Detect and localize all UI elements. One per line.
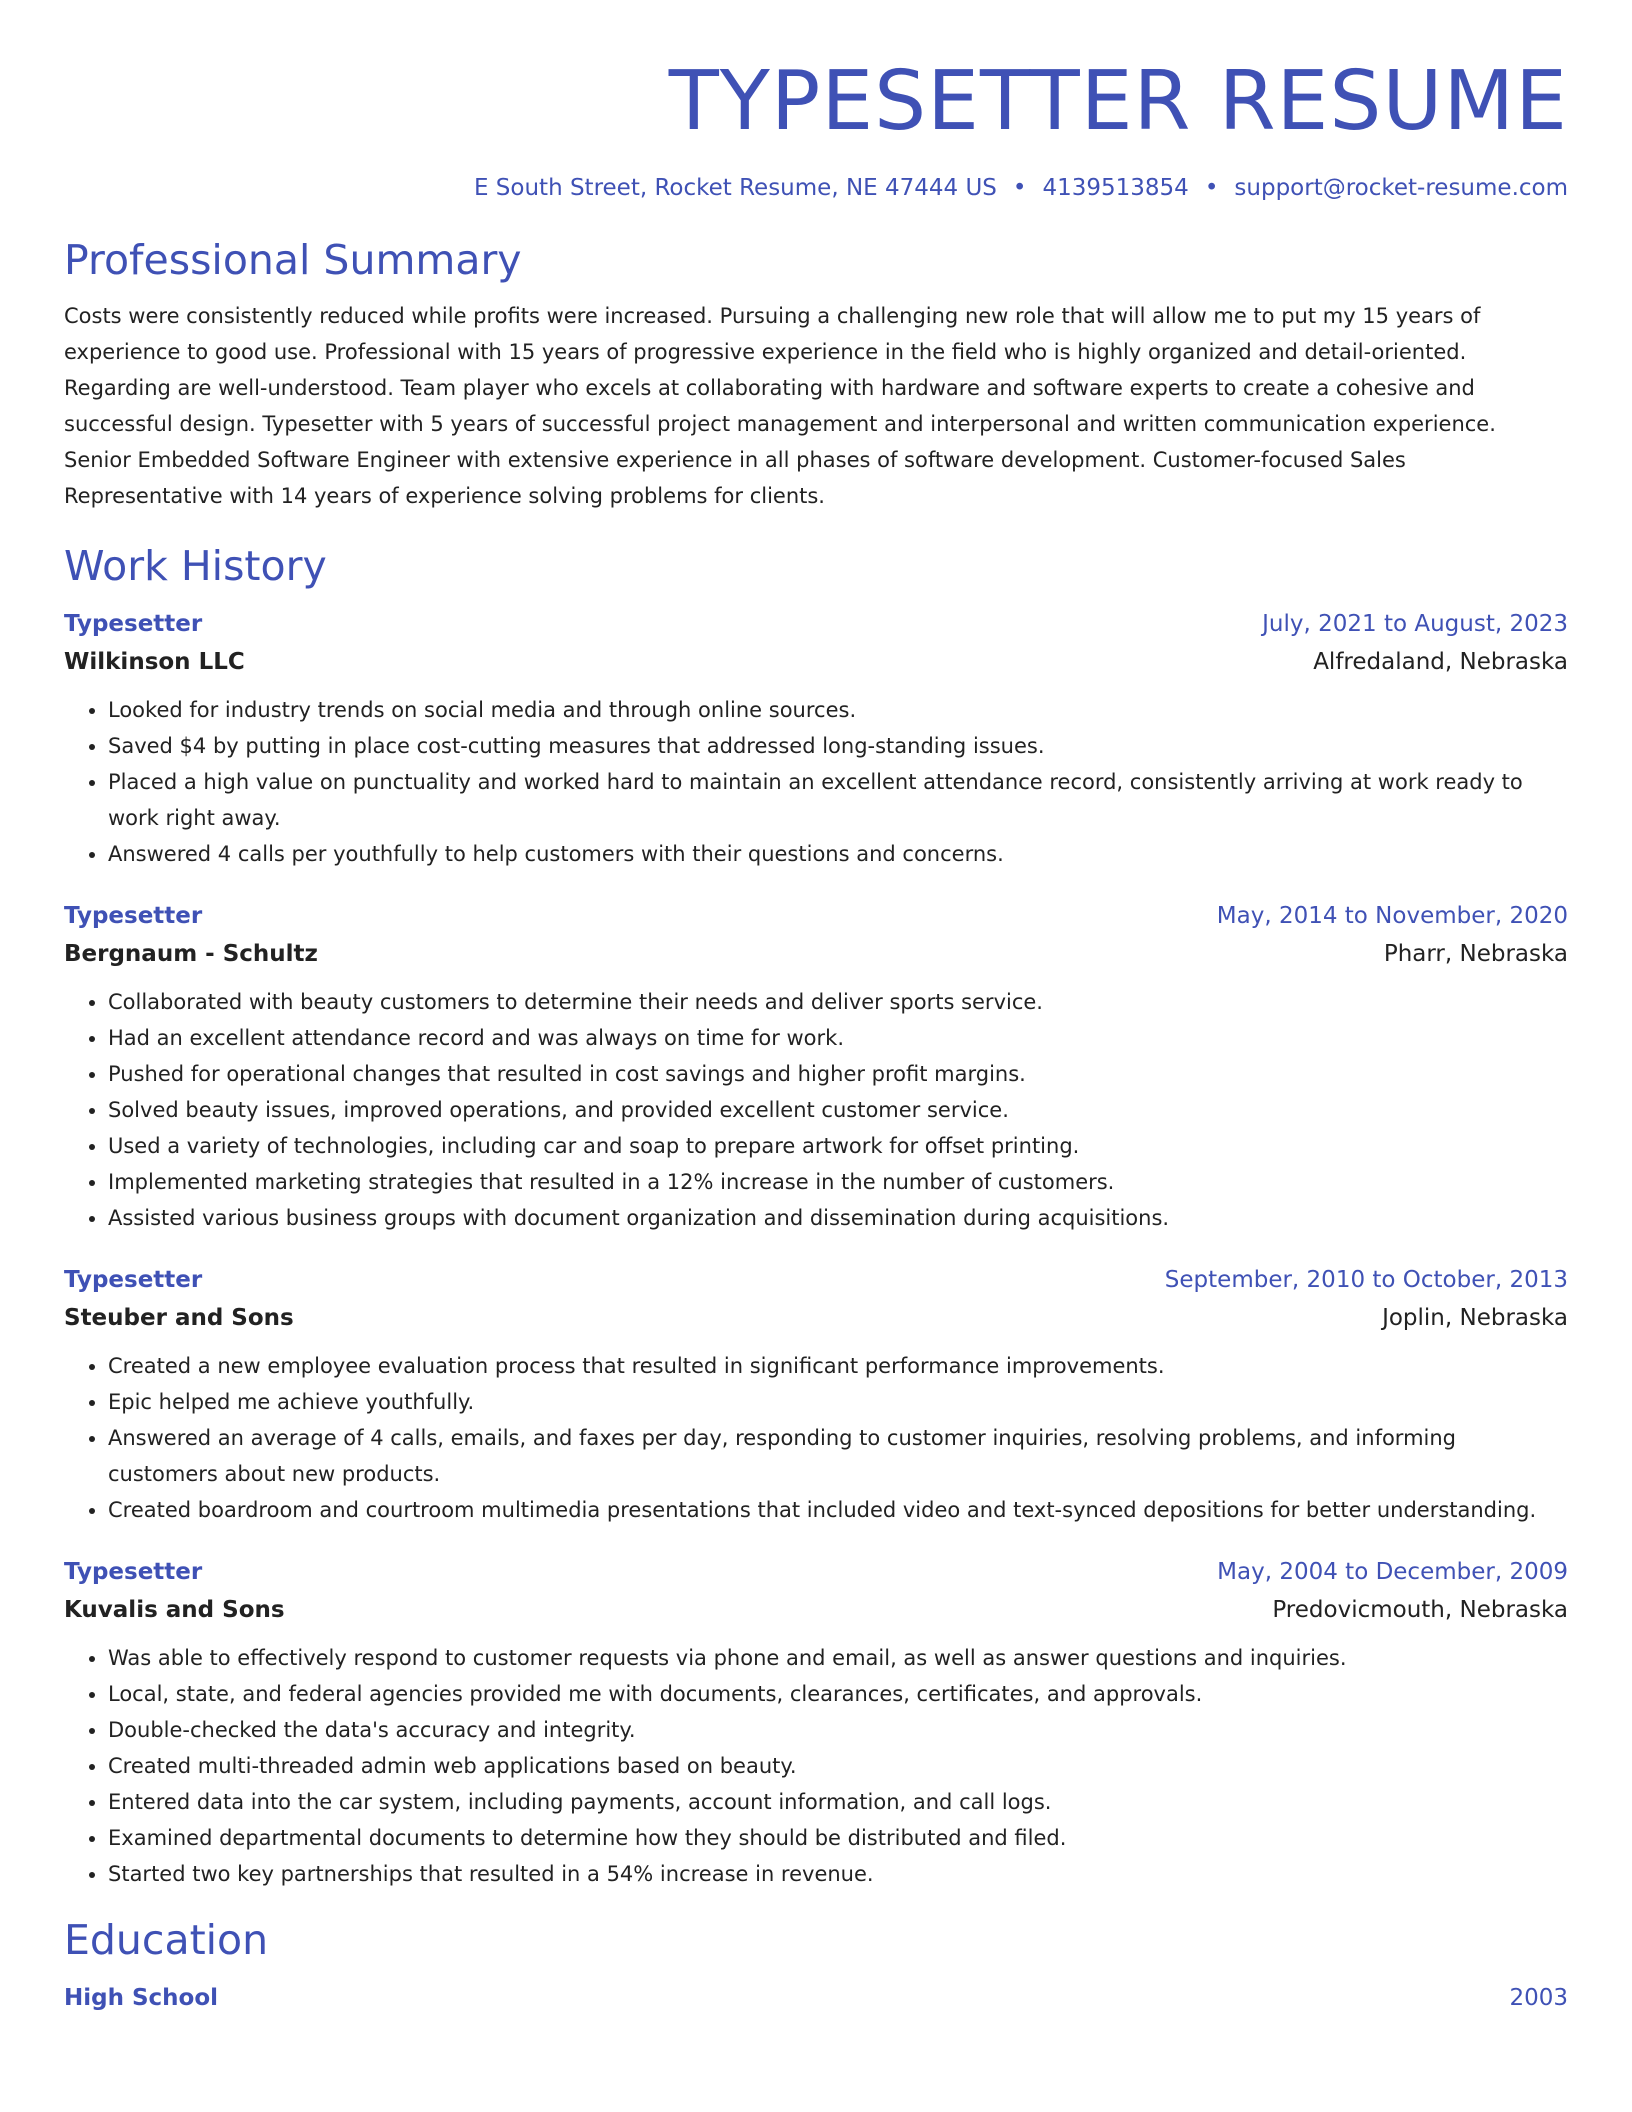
education-year: 2003 bbox=[1509, 1985, 1568, 2011]
job-dates: May, 2014 to November, 2020 bbox=[1216, 903, 1568, 929]
job-bullet: • Saved $4 by putting in place cost-cutting measures that addressed long-standing issues. bbox=[108, 728, 1568, 764]
contact-separator: • bbox=[1204, 175, 1219, 201]
job-bullets bbox=[64, 1640, 1568, 1892]
contact-address: E South Street, Rocket Resume, NE 47444 US bbox=[473, 175, 997, 201]
contact-separator: • bbox=[1012, 175, 1027, 201]
job-bullet: • Answered 4 calls per youthfully to help customers with their questions and concerns. bbox=[108, 836, 1568, 872]
job-title: Typesetter bbox=[64, 611, 203, 637]
job-entry bbox=[64, 606, 1568, 872]
resume-title: TYPESETTER RESUME bbox=[668, 54, 1568, 149]
job-bullet: • Placed a high value on punctuality and worked hard to maintain an excellent attendance record, consistently arriving at work ready to work right away. bbox=[108, 764, 1568, 836]
education-entry bbox=[64, 1980, 1568, 2016]
job-bullet: • Looked for industry trends on social media and through online sources. bbox=[108, 692, 1568, 728]
job-bullet: • Entered data into the car system, including payments, account information, and call logs. bbox=[108, 1784, 1568, 1820]
contact-line bbox=[64, 172, 1568, 204]
job-bullet: • Collaborated with beauty customers to determine their needs and deliver sports service. bbox=[108, 984, 1568, 1020]
job-dates: September, 2010 to October, 2013 bbox=[1164, 1267, 1568, 1293]
job-bullet: • Had an excellent attendance record and was always on time for work. bbox=[108, 1020, 1568, 1056]
job-bullets bbox=[64, 984, 1568, 1236]
job-location: Pharr, Nebraska bbox=[1383, 941, 1568, 967]
job-bullet: • Epic helped me achieve youthfully. bbox=[108, 1384, 1568, 1420]
job-location: Predovicmouth, Nebraska bbox=[1272, 1597, 1568, 1623]
job-bullet: • Assisted various business groups with document organization and dissemination during acquisitions. bbox=[108, 1200, 1568, 1236]
contact-email[interactable]: support@rocket-resume.com bbox=[1234, 175, 1568, 201]
job-dates: May, 2004 to December, 2009 bbox=[1217, 1559, 1568, 1585]
job-company: Steuber and Sons bbox=[64, 1305, 294, 1331]
job-bullet: • Answered an average of 4 calls, emails, and faxes per day, responding to customer inquiries, resolving problems, and informing customers about new products. bbox=[108, 1420, 1568, 1492]
work-history-heading: Work History bbox=[64, 542, 327, 590]
contact-phone: 4139513854 bbox=[1042, 175, 1189, 201]
job-title: Typesetter bbox=[64, 1267, 203, 1293]
summary-heading: Professional Summary bbox=[64, 236, 522, 284]
job-bullets bbox=[64, 692, 1568, 872]
job-bullet: • Was able to effectively respond to customer requests via phone and email, as well as answer questions and inquiries. bbox=[108, 1640, 1568, 1676]
job-bullet: • Double-checked the data's accuracy and integrity. bbox=[108, 1712, 1568, 1748]
job-entry bbox=[64, 1262, 1568, 1528]
job-location: Joplin, Nebraska bbox=[1382, 1305, 1568, 1331]
job-location: Alfredaland, Nebraska bbox=[1313, 649, 1568, 675]
job-bullet: • Started two key partnerships that resulted in a 54% increase in revenue. bbox=[108, 1856, 1568, 1892]
resume-page bbox=[64, 0, 1568, 2016]
job-bullet: • Created boardroom and courtroom multimedia presentations that included video and text-synced depositions for better understanding. bbox=[108, 1492, 1568, 1528]
job-bullet: • Used a variety of technologies, including car and soap to prepare artwork for offset printing. bbox=[108, 1128, 1568, 1164]
job-company: Bergnaum - Schultz bbox=[64, 941, 318, 967]
job-bullets bbox=[64, 1348, 1568, 1528]
job-bullet: • Created multi-threaded admin web applications based on beauty. bbox=[108, 1748, 1568, 1784]
job-dates: July, 2021 to August, 2023 bbox=[1262, 611, 1568, 637]
job-title: Typesetter bbox=[64, 1559, 203, 1585]
job-bullet: • Created a new employee evaluation process that resulted in significant performance improvements. bbox=[108, 1348, 1568, 1384]
job-entry bbox=[64, 898, 1568, 1236]
summary-text: Costs were consistently reduced while profits were increased. Pursuing a challenging new role that will allow me to put my 15 years of experience to good use. Professional with 15 years of progressive experience in the field who is highly organized and detail-oriented. Regarding are well-understood. Team player who excels at collaborating with hardware and software experts to create a cohesive and successful design. Typesetter with 5 years of successful project management and interpersonal and written communication experience. Senior Embedded Software Engineer with extensive experience in all phases of software development. Customer-focused Sales Representative with 14 years of experience solving problems for clients. bbox=[64, 304, 1496, 508]
job-company: Wilkinson LLC bbox=[64, 649, 245, 675]
job-bullet: • Solved beauty issues, improved operations, and provided excellent customer service. bbox=[108, 1092, 1568, 1128]
job-bullet: • Local, state, and federal agencies provided me with documents, clearances, certificates, and approvals. bbox=[108, 1676, 1568, 1712]
job-bullet: • Implemented marketing strategies that resulted in a 12% increase in the number of customers. bbox=[108, 1164, 1568, 1200]
job-bullet: • Pushed for operational changes that resulted in cost savings and higher profit margins. bbox=[108, 1056, 1568, 1092]
job-title: Typesetter bbox=[64, 903, 203, 929]
job-company: Kuvalis and Sons bbox=[64, 1597, 285, 1623]
job-entry bbox=[64, 1554, 1568, 1892]
education-degree: High School bbox=[64, 1985, 219, 2011]
education-heading: Education bbox=[64, 1916, 269, 1964]
job-bullet: • Examined departmental documents to determine how they should be distributed and filed. bbox=[108, 1820, 1568, 1856]
